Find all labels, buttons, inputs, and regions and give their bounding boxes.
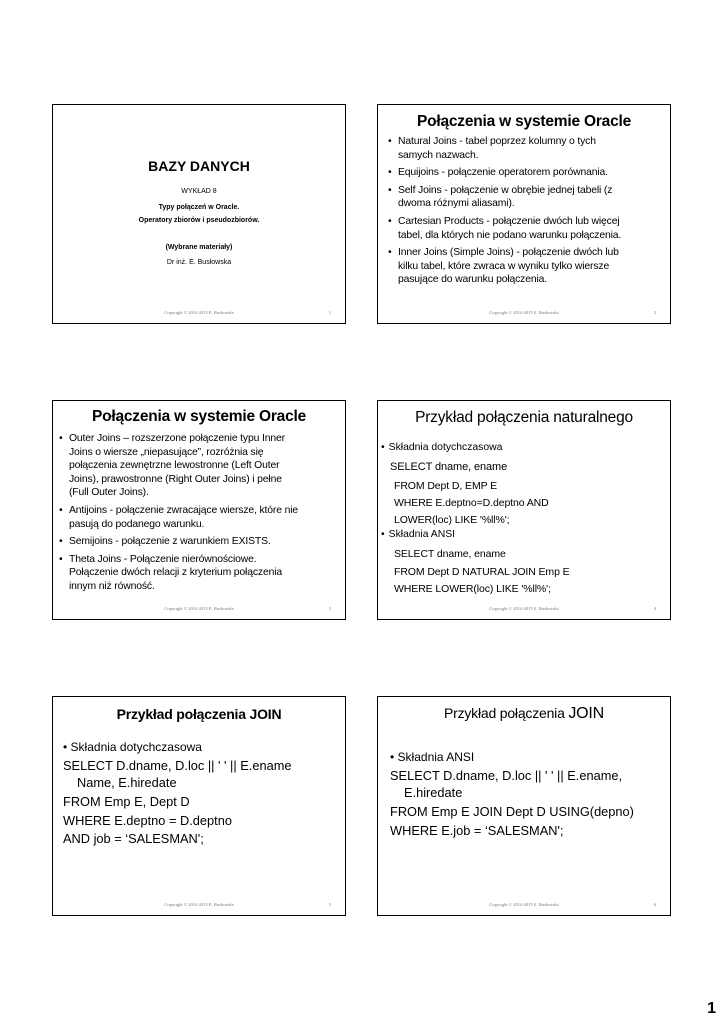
- slide-footer: [378, 310, 670, 318]
- slide-3: [52, 400, 346, 620]
- code-line: WHERE LOWER(loc) LIKE '%ll%';: [394, 583, 551, 595]
- slide-title: Przykład połączenia JOIN: [116, 706, 282, 722]
- code-block: [63, 758, 291, 848]
- code-line: FROM Emp E JOIN Dept D USING(depno): [390, 804, 634, 819]
- slide-title: Połączenia w systemie Oracle: [91, 408, 307, 425]
- lecture-label: WYKŁAD 8: [181, 188, 217, 195]
- slide-number: 2: [653, 310, 656, 315]
- bullet-list: [58, 432, 348, 598]
- code-line: Name, E.hiredate: [77, 774, 177, 790]
- slide-title: Połączenia w systemie Oracle: [416, 113, 632, 130]
- slide-1: [52, 104, 346, 324]
- slide-title: Przykład połączenia JOIN: [443, 705, 605, 722]
- slide-5: [52, 696, 346, 916]
- bullet-list: [387, 135, 672, 291]
- syntax-heading: • Składnia ANSI: [381, 529, 456, 540]
- copyright: Copyright © 2014-2015 E. Busłowska: [489, 606, 559, 611]
- bullet-item: • Antijoins - połączenie zwracające wiersze, które nie pasują do podanego warunku.: [59, 504, 298, 530]
- copyright: Copyright © 2014-2015 E. Busłowska: [489, 310, 559, 315]
- slide-footer: [53, 902, 345, 910]
- slide-number: 4: [653, 606, 656, 611]
- slide-title: BAZY DANYCH: [148, 158, 250, 174]
- slide-6: [377, 696, 671, 916]
- slide-number: 6: [653, 902, 656, 907]
- code-line: WHERE E.deptno=D.deptno AND: [394, 497, 549, 509]
- bullet-item: • Natural Joins - tabel poprzez kolumny o tych samych nazwach.: [388, 136, 596, 161]
- page-number: 1: [707, 1000, 716, 1017]
- copyright: Copyright © 2014-2015 E. Busłowska: [164, 310, 234, 315]
- slide-2: [377, 104, 671, 324]
- code-line: WHERE E.deptno = D.deptno: [63, 812, 232, 828]
- code-line: FROM Emp E, Dept D: [63, 794, 190, 809]
- slide-title: Przykład połączenia naturalnego: [415, 409, 633, 426]
- code-line: E.hiredate: [404, 784, 463, 800]
- slide-number: 5: [328, 902, 331, 907]
- slide-number: 1: [328, 310, 331, 315]
- code-line: SELECT dname, ename: [390, 461, 508, 473]
- slide-4: [377, 400, 671, 620]
- code-line: WHERE E.job = ‘SALESMAN';: [390, 822, 564, 838]
- code-line: SELECT D.dname, D.loc || ' ' || E.ename,: [390, 768, 623, 783]
- code-line: SELECT dname, ename: [394, 548, 506, 560]
- code-line: FROM Dept D NATURAL JOIN Emp E: [394, 566, 570, 578]
- slide-number: 3: [328, 606, 331, 611]
- selected-materials: (Wybrane materiały): [165, 244, 233, 251]
- syntax-heading: • Składnia dotychczasowa: [63, 740, 202, 754]
- bullet-item: • Cartesian Products - połączenie dwóch lub więcej tabel, dla których nie podano warunku połączenia.: [388, 215, 622, 241]
- code-line: LOWER(loc) LIKE '%ll%';: [394, 514, 510, 526]
- copyright: Copyright © 2014-2015 E. Busłowska: [489, 902, 559, 907]
- bullet-item: • Theta Joins - Połączenie nierównościowe. Połączenie dwóch relacji z kryterium połączenia innym niż równość.: [59, 553, 282, 592]
- syntax-heading: • Składnia ANSI: [390, 750, 475, 764]
- author: Dr inż. E. Busłowska: [166, 259, 232, 266]
- syntax-heading: • Składnia dotychczasowa: [381, 442, 503, 453]
- code-line: SELECT D.dname, D.loc || ' ' || E.ename: [63, 758, 292, 773]
- topic-line: Typy połączeń w Oracle.: [158, 204, 240, 211]
- copyright: Copyright © 2014-2015 E. Busłowska: [164, 606, 234, 611]
- slide-footer: [53, 310, 345, 318]
- topic-line: Operatory zbiorów i pseudozbiorów.: [138, 217, 260, 224]
- bullet-item: • Inner Joins (Simple Joins) - połączenie dwóch lub kilku tabel, które zwraca w wyniku tylko wiersze pasujące do warunku połączenia.: [388, 247, 619, 286]
- bullet-item: • Semijoins - połączenie z warunkiem EXISTS.: [59, 536, 271, 548]
- bullet-item: • Outer Joins – rozszerzone połączenie typu Inner Joins o wiersze „niepasujące”, rozróżnia się połączenia zewnętrzne lewostronne (Left Outer Joins), prawostronne (Right Outer Joins) i pełne (Full Outer Joins).: [59, 433, 285, 499]
- bullet-item: • Equijoins - połączenie operatorem porównania.: [388, 167, 608, 179]
- slide-footer: [378, 606, 670, 614]
- slide-footer: [53, 606, 345, 614]
- code-line: FROM Dept D, EMP E: [394, 480, 498, 492]
- code-block: [390, 768, 634, 839]
- code-line: AND job = ‘SALESMAN';: [63, 831, 204, 846]
- bullet-item: • Self Joins - połączenie w obrębie jednej tabeli (z dwoma różnymi aliasami).: [388, 184, 613, 210]
- copyright: Copyright © 2014-2015 E. Busłowska: [164, 902, 234, 907]
- slide-footer: [378, 902, 670, 910]
